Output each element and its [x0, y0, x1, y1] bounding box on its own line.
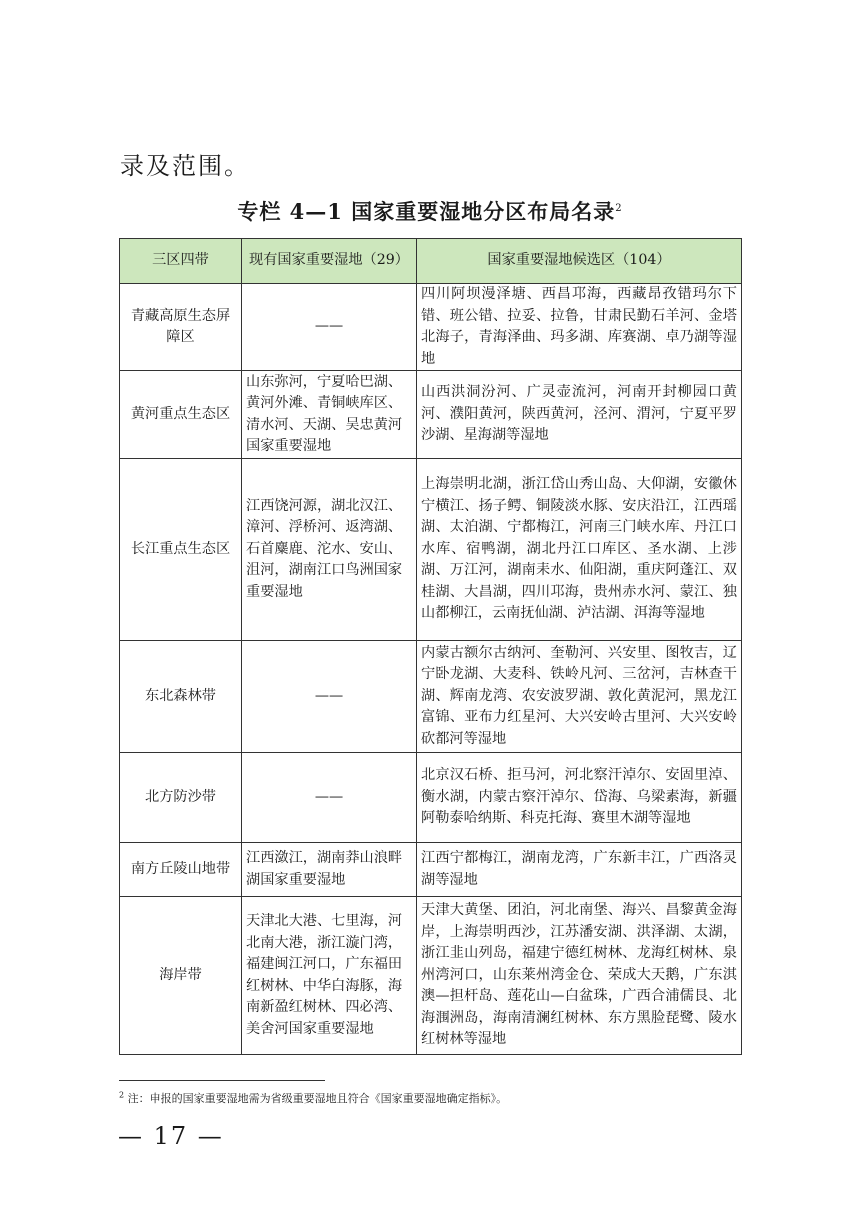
candidate-wetlands-cell: 江西宁都梅江，湖南龙湾，广东新丰江，广西洛灵湖等湿地 [417, 843, 742, 897]
region-cell: 青藏高原生态屏障区 [120, 284, 242, 371]
lead-paragraph: 录及范围。 [120, 152, 250, 180]
table-row [120, 897, 742, 1055]
table-row [120, 284, 742, 371]
existing-wetlands-cell: 江西饶河源，湖北汉江、漳河、浮桥河、返湾湖、石首麋鹿、沱水、安山、沮河，湖南江口鸟洲国家重要湿地 [242, 459, 417, 641]
caption-footnote-mark: 2 [615, 203, 623, 214]
existing-wetlands-cell: —— [242, 284, 417, 371]
header-existing: 现有国家重要湿地（29） [242, 239, 417, 284]
footnote-separator [119, 1080, 325, 1081]
existing-wetlands-cell: 天津北大港、七里海，河北南大港，浙江漩门湾，福建闽江河口，广东福田红树林、中华白海豚，海南新盈红树林、四必湾、美舍河国家重要湿地 [242, 897, 417, 1055]
table-row [120, 753, 742, 843]
candidate-wetlands-cell: 上海崇明北湖，浙江岱山秀山岛、大仰湖，安徽休宁横江、扬子鳄、铜陵淡水豚、安庆沿江，江西瑶湖、太泊湖、宁都梅江，河南三门峡水库、丹江口水库、宿鸭湖，湖北丹江口库区、圣水湖、上涉湖、万江河，湖南耒水、仙阳湖，重庆阿蓬江、双桂湖、大昌湖，四川邛海，贵州赤水河、蒙江、独山都柳江，云南抚仙湖、泸沽湖、洱海等湿地 [417, 459, 742, 641]
table-row [120, 459, 742, 641]
candidate-wetlands-cell: 天津大黄堡、团泊，河北南堡、海兴、昌黎黄金海岸，上海崇明西沙，江苏潘安湖、洪泽湖、太湖，浙江韭山列岛，福建宁德红树林、龙海红树林、泉州湾河口，山东莱州湾金仓、荣成大天鹅，广东淇澳—担杆岛、莲花山—白盆珠，广西合浦儒艮、北海涠洲岛，海南清澜红树林、东方黑脸琵鹭、陵水红树林等湿地 [417, 897, 742, 1055]
candidate-wetlands-cell: 北京汉石桥、拒马河，河北察汗淖尔、安固里淖、衡水湖，内蒙古察汗淖尔、岱海、乌梁素海，新疆阿勒泰哈纳斯、科克托海、赛里木湖等湿地 [417, 753, 742, 843]
header-candidates: 国家重要湿地候选区（104） [417, 239, 742, 284]
wetland-list-table [119, 238, 742, 1055]
footnote [119, 1090, 507, 1106]
page-number: — 17 — [118, 1122, 224, 1150]
candidate-wetlands-cell: 山西洪洞汾河、广灵壶流河，河南开封柳园口黄河、濮阳黄河，陕西黄河，泾河、渭河，宁夏平罗沙湖、星海湖等湿地 [417, 371, 742, 459]
region-cell: 北方防沙带 [120, 753, 242, 843]
table-caption-text: 专栏 4—1 国家重要湿地分区布局名录 [237, 199, 616, 224]
table-caption [0, 196, 860, 226]
existing-wetlands-cell: 江西潋江，湖南莽山浪畔湖国家重要湿地 [242, 843, 417, 897]
candidate-wetlands-cell: 四川阿坝漫泽塘、西昌邛海，西藏昂孜错玛尔下错、班公错、拉妥、拉鲁，甘肃民勤石羊河、金塔北海子，青海泽曲、玛多湖、库赛湖、卓乃湖等湿地 [417, 284, 742, 371]
footnote-mark: 2 [119, 1090, 125, 1100]
existing-wetlands-cell: —— [242, 753, 417, 843]
region-cell: 东北森林带 [120, 641, 242, 753]
existing-wetlands-cell: 山东弥河，宁夏哈巴湖、黄河外滩、青铜峡库区、清水河、天湖、吴忠黄河国家重要湿地 [242, 371, 417, 459]
header-region: 三区四带 [120, 239, 242, 284]
footnote-text: 注：申报的国家重要湿地需为省级重要湿地且符合《国家重要湿地确定指标》。 [124, 1092, 508, 1105]
region-cell: 黄河重点生态区 [120, 371, 242, 459]
region-cell: 长江重点生态区 [120, 459, 242, 641]
table-row [120, 641, 742, 753]
table-row [120, 371, 742, 459]
candidate-wetlands-cell: 内蒙古额尔古纳河、奎勒河、兴安里、图牧吉，辽宁卧龙湖、大麦科、铁岭凡河、三岔河，吉林查干湖、辉南龙湾、农安波罗湖、敦化黄泥河，黑龙江富锦、亚布力红星河、大兴安岭古里河、大兴安岭砍都河等湿地 [417, 641, 742, 753]
table-header-row [120, 239, 742, 284]
table-row [120, 843, 742, 897]
region-cell: 南方丘陵山地带 [120, 843, 242, 897]
existing-wetlands-cell: —— [242, 641, 417, 753]
region-cell: 海岸带 [120, 897, 242, 1055]
